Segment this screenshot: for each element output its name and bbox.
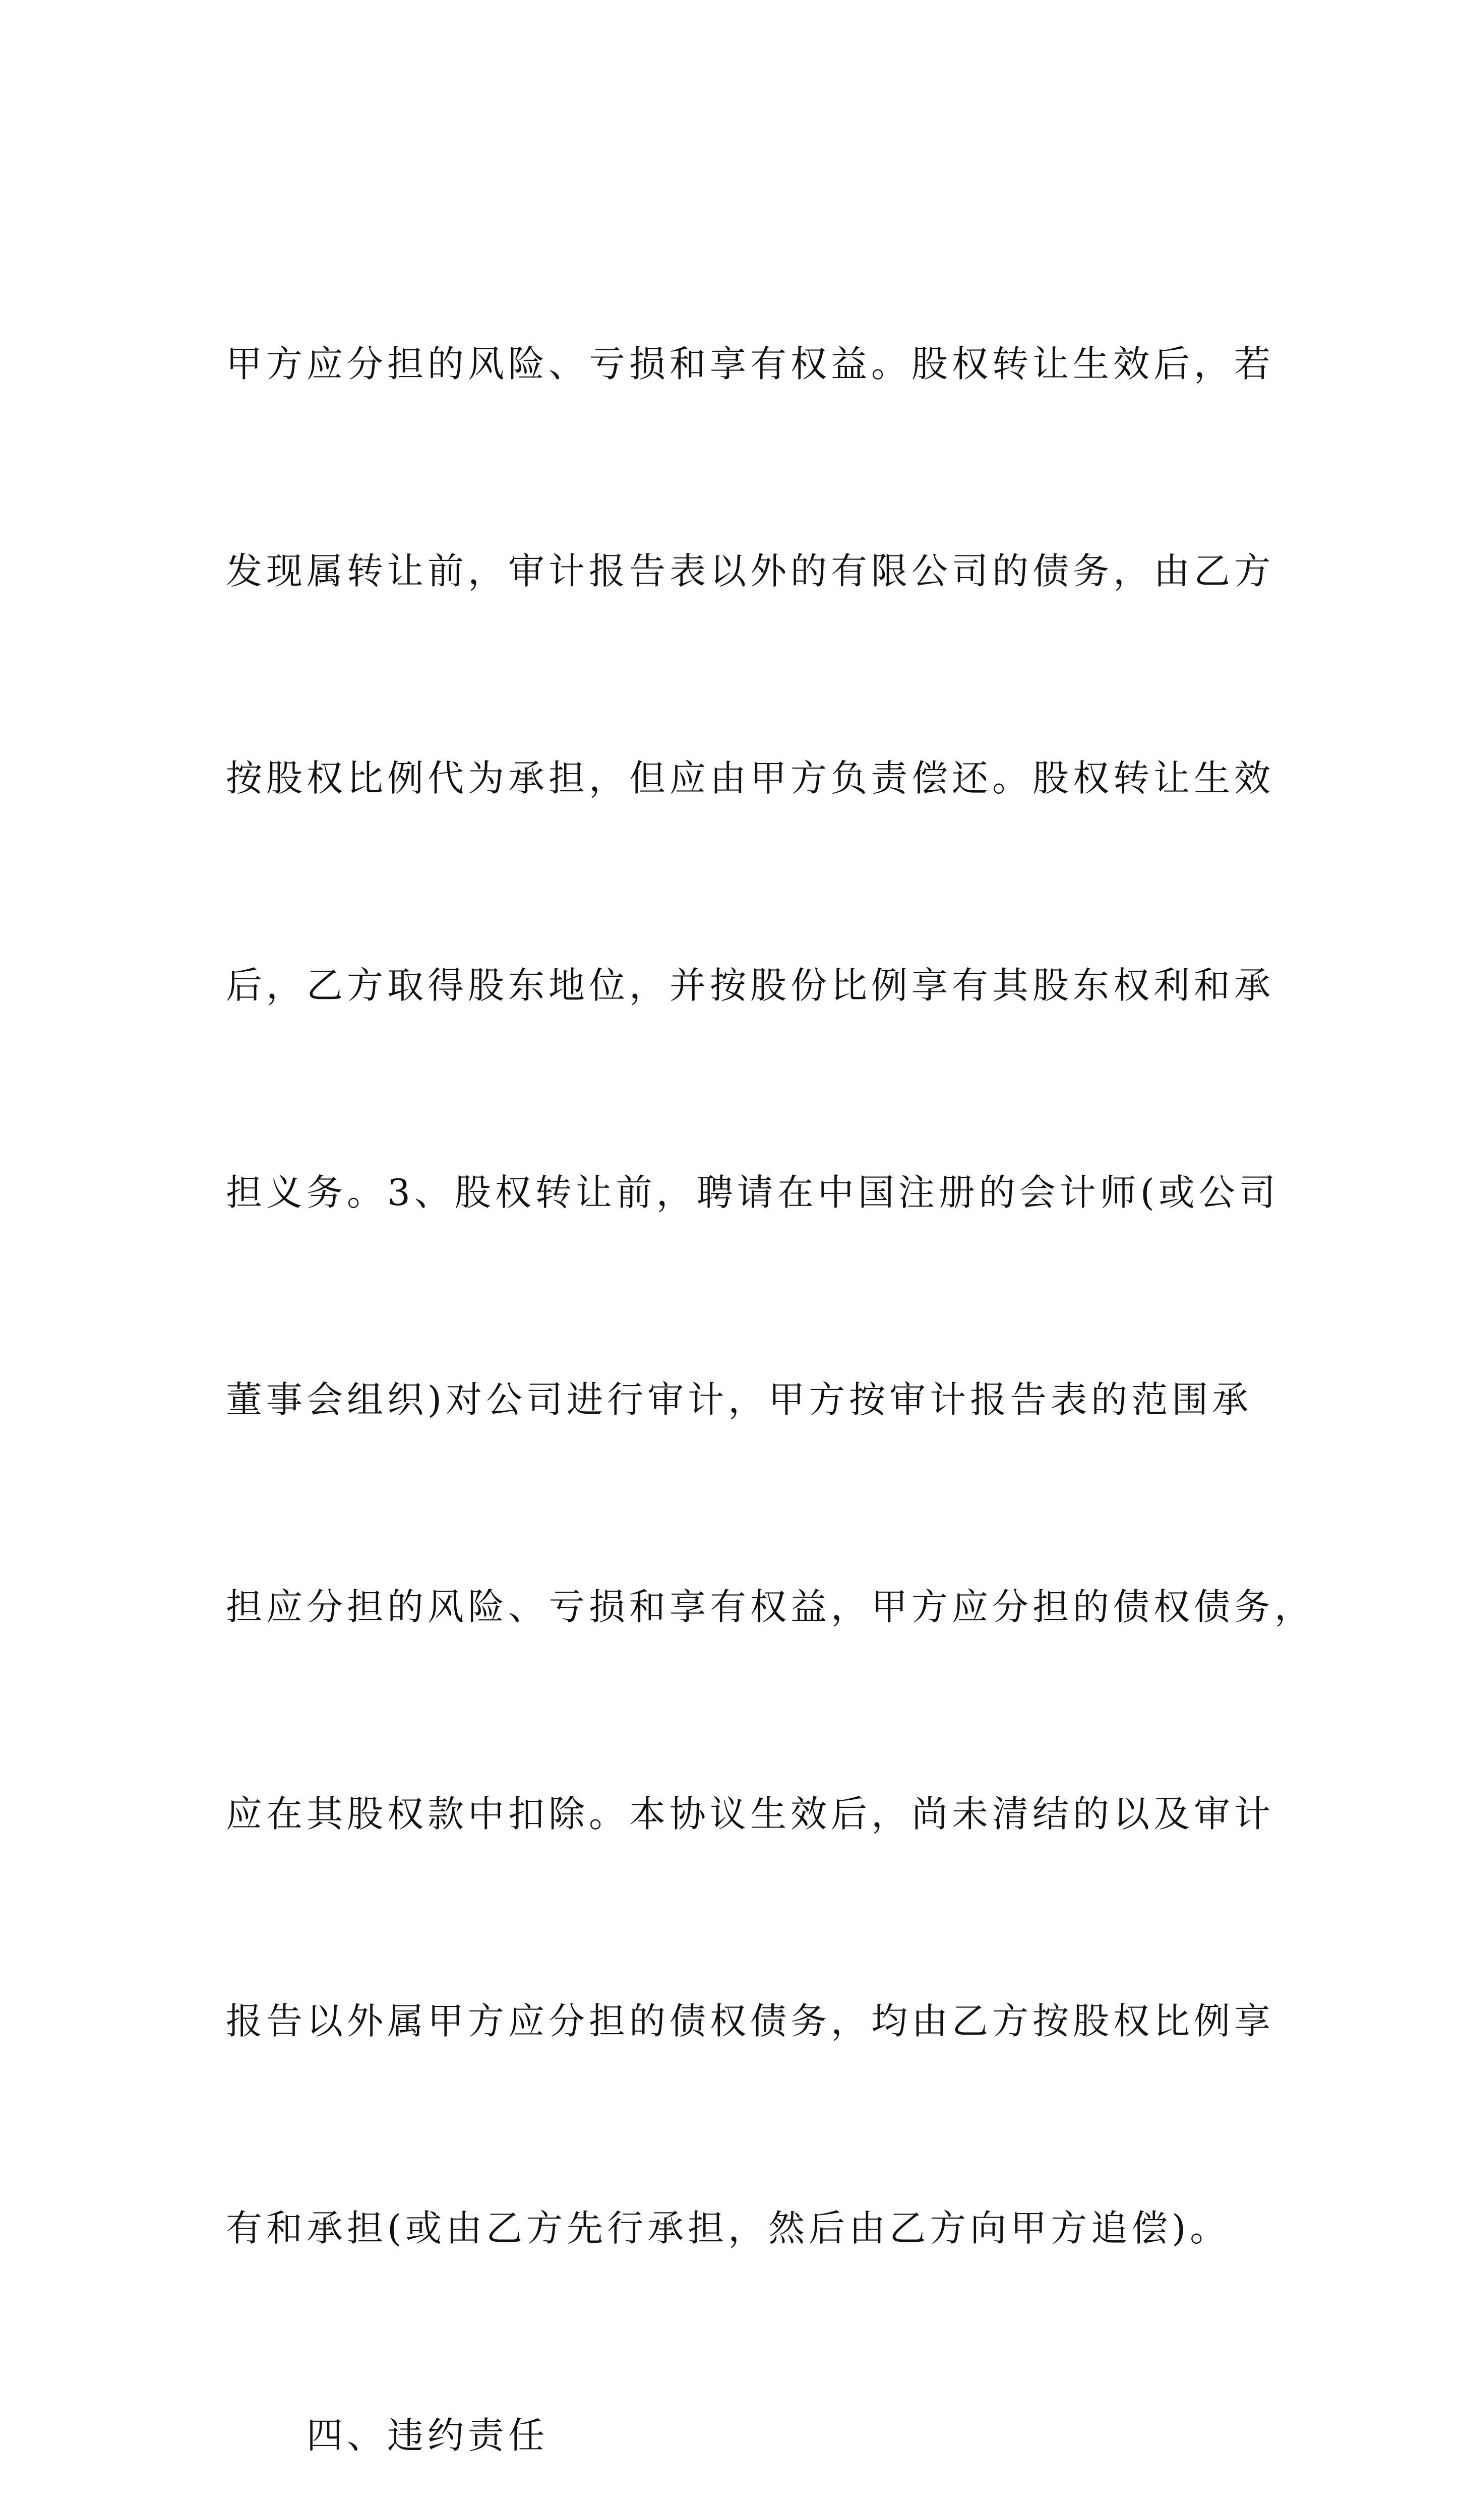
section-heading-breach: 四、违约责任 [307,2414,549,2456]
paragraph-equity-terms [226,192,1315,2401]
text-line: 发现属转让前，审计报告表以外的有限公司的债务，由乙方 [226,550,1275,592]
text-line: 应在其股权款中扣除。本协议生效后，尚未清结的以及审计 [226,1793,1275,1835]
text-line: 按股权比例代为承担，但应由甲方负责偿还。股权转让生效 [226,757,1275,799]
text-line: 担应分担的风险、亏损和享有权益，甲方应分担的债权债务， [226,1586,1315,1628]
text-line: 报告以外属甲方应分担的债权债务，均由乙方按股权比例享 [226,2000,1275,2042]
text-line: 甲方应分担的风险、亏损和享有权益。股权转让生效后，若 [226,343,1275,385]
paragraph-breach [226,2470,1249,2520]
text-line: 有和承担(或由乙方先行承担，然后由乙方向甲方追偿)。 [226,2207,1231,2249]
text-line: 董事会组织)对公司进行审计，甲方按审计报告表的范围承 [226,1378,1253,1421]
document-body [226,192,1315,2520]
text-line: 担义务。3、股权转让前，聘请在中国注册的会计师(或公司 [226,1171,1280,1214]
text-line: 后，乙方取得股东地位，并按股份比例享有其股东权利和承 [226,964,1275,1006]
